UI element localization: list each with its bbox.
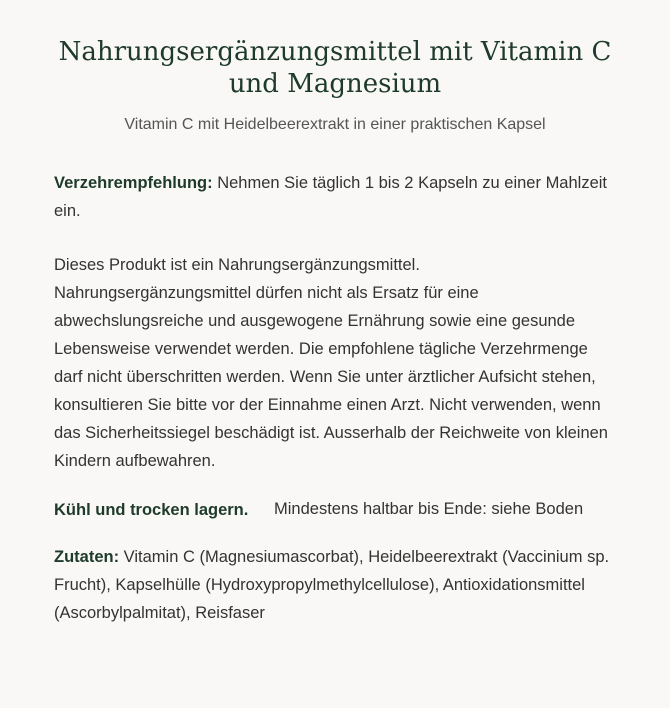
best-before-text: Mindestens haltbar bis Ende: siehe Boden xyxy=(274,500,584,518)
page-subtitle: Vitamin C mit Heidelbeerextrakt in einer praktischen Kapsel xyxy=(124,116,546,133)
storage-label: Kühl und trocken lagern. xyxy=(54,501,249,519)
page-title: Nahrungsergänzungsmittel mit Vitamin C und Magnesium xyxy=(58,37,612,99)
dosage-recommendation xyxy=(54,169,616,225)
storage-info xyxy=(54,495,616,523)
supplement-notice: Dieses Produkt ist ein Nahrungsergänzungsmittel. Nahrungsergänzungsmittel dürfen nicht als Ersatz für eine abwechslungsreiche und ausgewogene Ernährung sowie eine gesunde Lebensweise verwendet werden. Die empfohlene tägliche Verzehrmenge darf nicht überschritten werden. Wenn Sie unter ärztlicher Aufsicht stehen, konsultieren Sie bitte vor der Einnahme einen Arzt. Nicht verwenden, wenn das Sicherheitssiegel beschädigt ist. Ausserhalb der Reichweite von kleinen Kindern aufbewahren. xyxy=(54,256,608,470)
ingredients-label: Zutaten: xyxy=(54,548,120,566)
dosage-label: Verzehrempfehlung: xyxy=(54,174,213,192)
ingredients-text: Vitamin C (Magnesiumascorbat), Heidelbeerextrakt (Vaccinium sp. Frucht), Kapselhülle (Hydroxypropylmethylcellulose), Antioxidationsmittel (Ascorbylpalmitat), Reisfaser xyxy=(54,548,610,622)
dosage-text: Nehmen Sie täglich 1 bis 2 Kapseln zu einer Mahlzeit ein. xyxy=(54,174,608,220)
ingredients xyxy=(54,543,616,627)
